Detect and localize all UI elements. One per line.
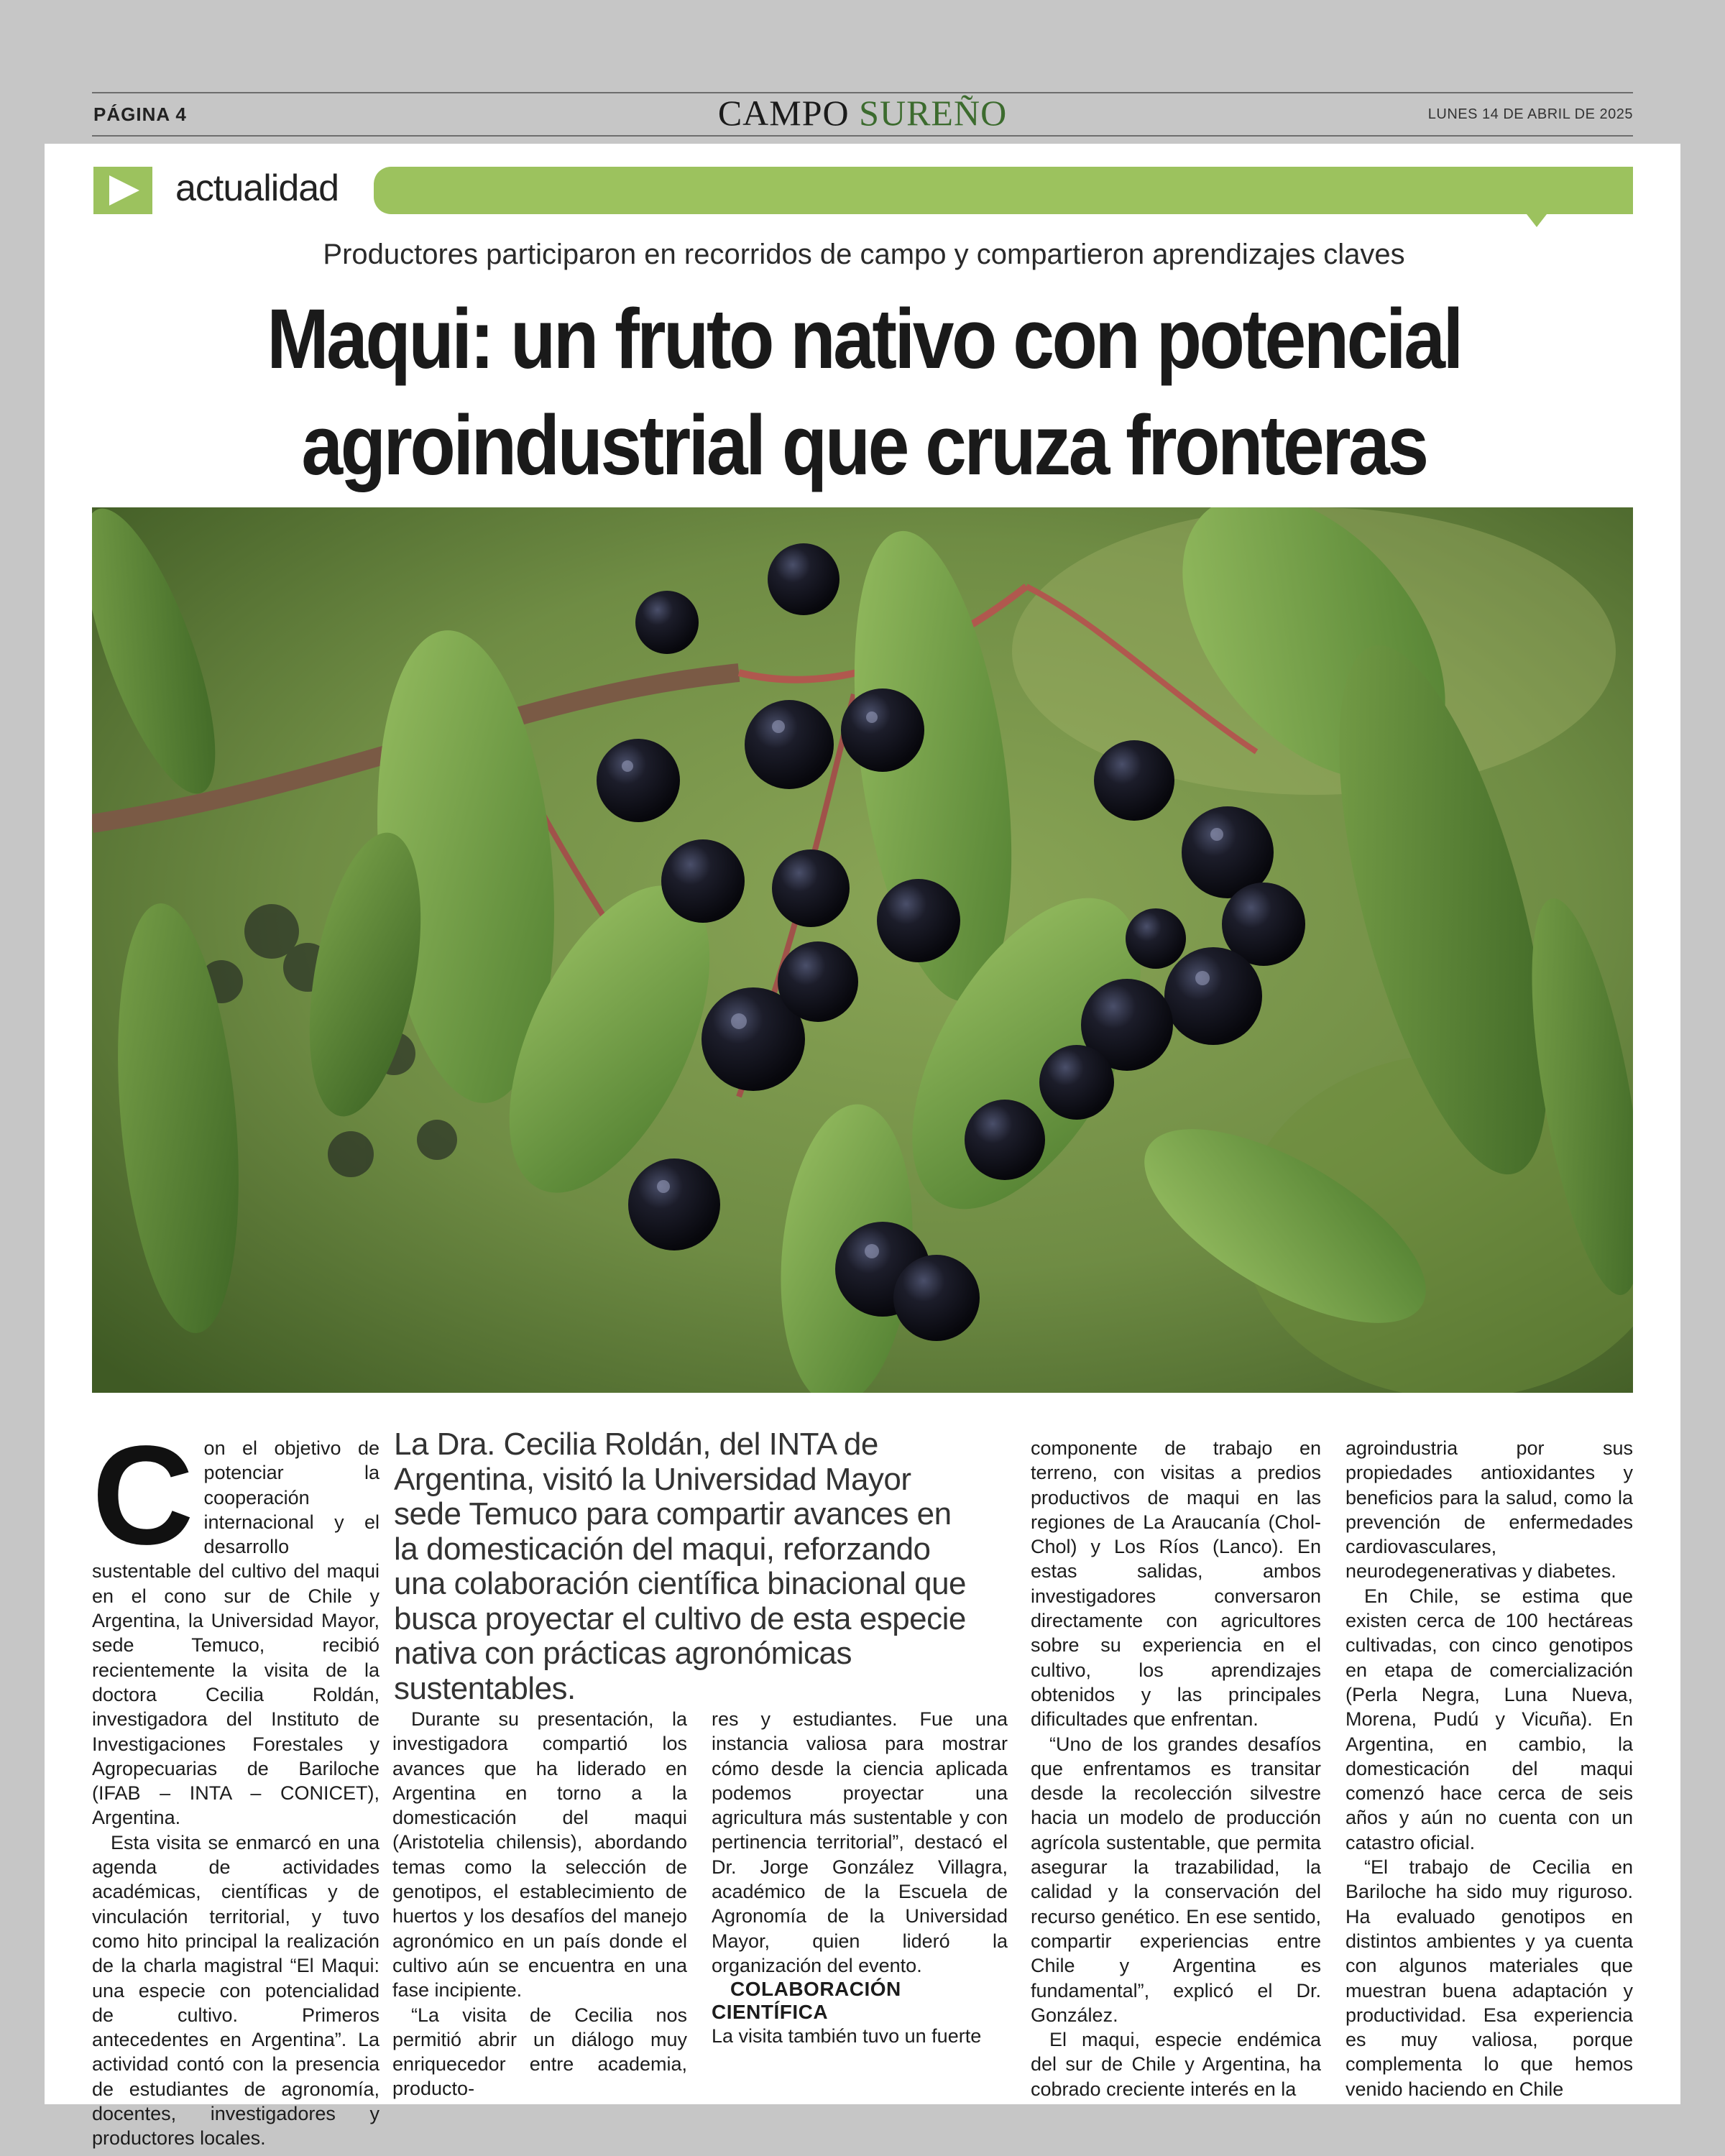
article-lede: La Dra. Cecilia Roldán, del INTA de Argentina, visitó la Universidad Mayor sede Temuco para compartir avances en la domesticación del maqui, reforzando una colaboración científica binacional que busca proyectar el cultivo de esta especie nativa con prácticas agronómicas sustentables. xyxy=(394,1427,967,1706)
headline-line-2: agroindustrial que cruza fronteras xyxy=(301,398,1427,493)
header-bottom-rule xyxy=(92,135,1633,137)
column-3-paragraph-2: La visita también tuvo un fuerte xyxy=(712,2025,982,2047)
column-5-paragraph-1: agroindustria por sus propiedades antioxidantes y beneficios para la salud, como la prevención de enfermedades cardiovasculares, neurodegenerativas y diabetes. xyxy=(1346,1437,1633,1583)
column-3-paragraph-1: res y estudiantes. Fue una instancia valiosa para mostrar cómo desde la ciencia aplicada podemos proyectar una agricultura más sustentable y con pertinencia territorial”, destacó el Dr. Jorge González Villagra, académico de la Escuela de Agronomía de la Universidad Mayor, quien lideró la organización del evento. xyxy=(712,1708,1008,1976)
column-3 xyxy=(712,1707,1008,2049)
maqui-berries-photo xyxy=(92,507,1633,1393)
section-bar-notch xyxy=(1527,214,1547,227)
column-4-paragraph-1: componente de trabajo en terreno, con visitas a predios productivos de maqui en las regiones de La Araucanía (Chol-Chol) y Los Ríos (Lanco). En estas salidas, ambos investigadores conversaron directamente con agricultores sobre su experiencia en el cultivo, los aprendizajes obtenidos y las principales dificultades que enfrentan. xyxy=(1031,1437,1321,1731)
column-4-paragraph-2: “Uno de los grandes desafíos que enfrentamos es transitar desde la recolección silvestre hacia un modelo de producción agrícola sustentable, que permita asegurar la trazabilidad, la calidad y la conservación del recurso genético. En ese sentido, compartir experiencias entre Chile y Argentina es fundamental”, explicó el Dr. González. xyxy=(1031,1733,1321,2026)
drop-cap: C xyxy=(92,1416,194,1574)
column-2 xyxy=(392,1707,687,2101)
column-4-paragraph-3: El maqui, especie endémica del sur de Chile y Argentina, ha cobrado creciente interés en la xyxy=(1031,2029,1321,2100)
subhead-colaboracion: COLABORACIÓN CIENTÍFICA xyxy=(712,1978,901,2024)
column-1 xyxy=(92,1416,380,2151)
headline-line-1: Maqui: un fruto nativo con potencial xyxy=(267,292,1461,387)
section-label: actualidad xyxy=(175,167,339,209)
article-kicker: Productores participaron en recorridos de campo y compartieron aprendizajes claves xyxy=(323,239,1405,270)
issue-date: LUNES 14 DE ABRIL DE 2025 xyxy=(1427,106,1633,122)
column-4 xyxy=(1031,1436,1321,2101)
masthead-sureno: SUREÑO xyxy=(859,93,1008,133)
column-5 xyxy=(1346,1436,1633,2101)
column-5-paragraph-2: En Chile, se estima que existen cerca de 100 hectáreas cultivadas, con cinco genotipos en etapa de comercialización (Perla Negra, Luna Nueva, Morena, Pudú y Vicuña). En Argentina, en cambio, la domesticación del maqui comenzó hace cerca de seis años y aún no cuenta con un catastro oficial. xyxy=(1346,1585,1633,1853)
column-2-paragraph-1: Durante su presentación, la investigadora compartió los avances que ha liderado en Argentina en torno a la domesticación del maqui (Aristotelia chilensis), abordando temas como la selección de genotipos, el establecimiento de huertos y los desafíos del manejo agronómico en un país donde el cultivo aún se encuentra en una fase incipiente. xyxy=(392,1708,687,2001)
column-1-paragraph-2: Esta visita se enmarcó en una agenda de actividades académicas, científicas y de vinculación territorial, y tuvo como hito principal la realización de la charla magistral “El Maqui: una especie con potencialidad de cultivo. Primeros antecedentes en Argentina”. La actividad contó con la presencia de estudiantes de agronomía, docentes, investigadores y productores locales. xyxy=(92,1831,380,2150)
column-2-paragraph-2: “La visita de Cecilia nos permitió abrir un diálogo muy enriquecedor entre academia, producto- xyxy=(392,2004,687,2100)
section-bar xyxy=(374,167,1633,214)
masthead-campo: CAMPO xyxy=(717,93,850,133)
play-arrow-icon xyxy=(93,167,152,214)
article-headline xyxy=(186,286,1542,499)
column-5-paragraph-3: “El trabajo de Cecilia en Bariloche ha sido muy riguroso. Ha evaluado genotipos en distintos ambientes y ya cuenta con algunos materiales que muestran buena adaptación y productividad. Esa experiencia es muy valiosa, porque complementa lo que hemos venido haciendo en Chile xyxy=(1346,1856,1633,2100)
page-number: PÁGINA 4 xyxy=(93,103,187,125)
column-1-paragraph-1: on el objetivo de potenciar la cooperación internacional y el desarrollo sustentable del cultivo del maqui en el cono sur de Chile y Argentina, la Universidad Mayor, sede Temuco, recibió recientemente la visita de la doctora Cecilia Roldán, investigadora del Instituto de Investigaciones Forestales y Agropecuarias de Bariloche (IFAB – INTA – CONICET), Argentina. xyxy=(92,1437,380,1829)
